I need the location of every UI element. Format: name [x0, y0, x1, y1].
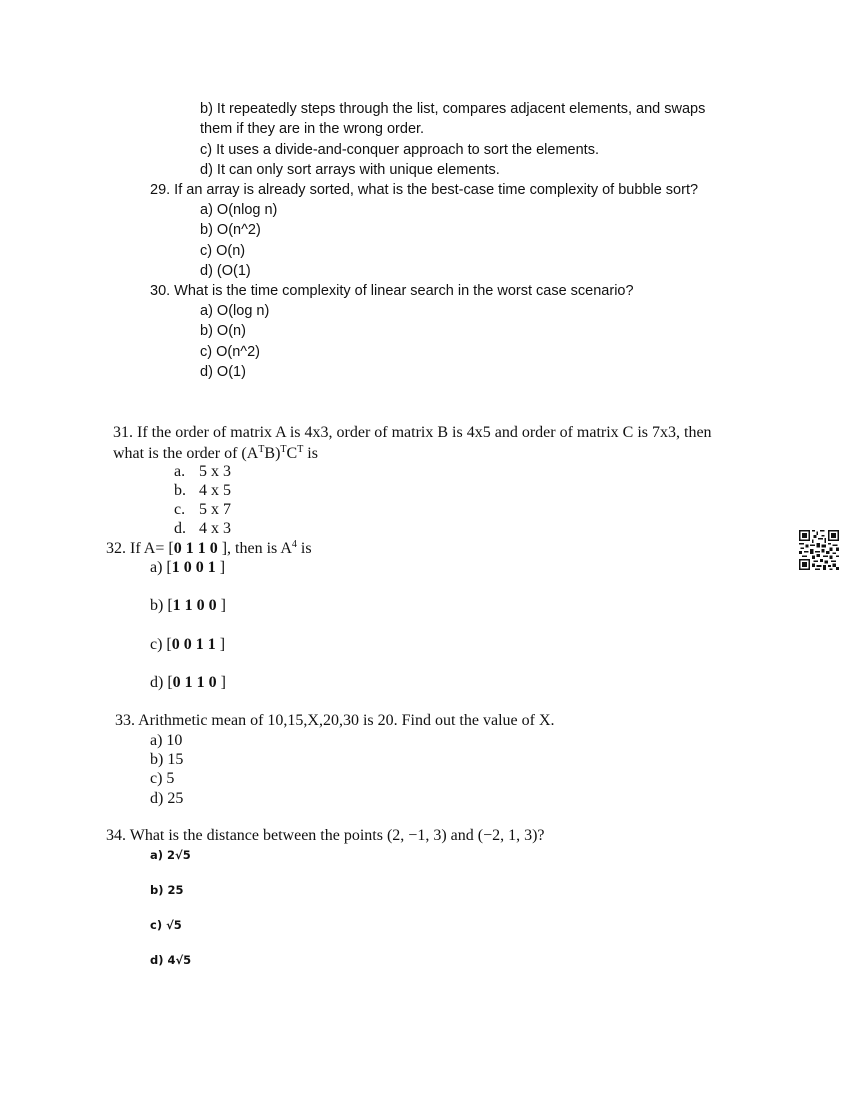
q29-option-a: a) O(nlog n) [200, 202, 278, 218]
q31-option-d: 4 x 3 [199, 520, 231, 537]
q31-option-a: 5 x 3 [199, 463, 231, 480]
q31-sup-t1: T [258, 444, 265, 455]
q31-line2-pre: what is the order of (A [113, 445, 259, 462]
q32-option-a-value: 1 0 0 1 [171, 559, 216, 576]
q28-option-b-line1: b) It repeatedly steps through the list, compares adjacent elements, and swaps [200, 101, 706, 117]
q32-option-a-close: ] [215, 559, 226, 576]
q33-option-a: a) 10 [150, 732, 183, 749]
q31-option-d-label: d. [174, 520, 186, 537]
q32-option-c-value: 0 0 1 1 [171, 636, 216, 653]
q32-option-d-label: d) [ [150, 674, 173, 691]
q30-option-c: c) O(n^2) [200, 344, 260, 360]
q32-question [106, 540, 312, 557]
q33-option-d: d) 25 [150, 790, 184, 807]
q31-option-a-label: a. [174, 463, 186, 480]
q33-option-b: b) 15 [150, 751, 184, 768]
q31-line2-post: is [303, 445, 318, 462]
q32-option-a-label: a) [ [150, 559, 172, 576]
q34-option-b: b) 25 [150, 883, 184, 897]
q32-option-b-close: ] [216, 597, 226, 614]
q30-option-a: a) O(log n) [200, 303, 270, 319]
q31-option-b-label: b. [174, 482, 186, 499]
q34-option-c: c) √5 [150, 918, 182, 932]
q31-option-c: 5 x 7 [199, 501, 231, 518]
q31-question-line2 [113, 445, 318, 462]
q32-option-c-label: c) [ [150, 636, 172, 653]
q32-mid: ], then is A [217, 540, 292, 557]
q30-option-b: b) O(n) [200, 323, 246, 339]
q34-option-a: a) 2√5 [150, 848, 191, 862]
q32-option-a [150, 560, 225, 576]
q32-pre: 32. If A= [ [106, 540, 174, 557]
q32-option-c-close: ] [215, 636, 226, 653]
q32-option-d-close: ] [216, 674, 226, 691]
q30-option-d: d) O(1) [200, 364, 246, 380]
q32-option-b [150, 598, 226, 614]
q32-option-c [150, 637, 225, 653]
q28-option-d: d) It can only sort arrays with unique elements. [200, 162, 500, 178]
q31-sup-t2: T [280, 444, 287, 455]
q31-mid-b: B) [264, 445, 281, 462]
q31-mid-c: C [286, 445, 298, 462]
q34-option-d: d) 4√5 [150, 953, 192, 967]
q31-sup-t3: T [297, 444, 304, 455]
q29-option-d: d) (O(1) [200, 263, 251, 279]
q31-option-c-label: c. [174, 501, 186, 518]
qr-code-icon [799, 530, 839, 570]
q34-question: 34. What is the distance between the points (2, −1, 3) and (−2, 1, 3)? [106, 827, 545, 844]
q28-option-b-line2: them if they are in the wrong order. [200, 121, 425, 137]
q28-option-c: c) It uses a divide-and-conquer approach to sort the elements. [200, 142, 599, 158]
q32-option-d-value: 0 1 1 0 [172, 674, 217, 691]
q29-question: 29. If an array is already sorted, what is the best-case time complexity of bubble sort? [150, 182, 699, 198]
q32-matrix: 0 1 1 0 [173, 540, 218, 557]
q32-option-d [150, 675, 226, 691]
q29-option-b: b) O(n^2) [200, 222, 261, 238]
q31-option-b: 4 x 5 [199, 482, 231, 499]
q32-option-b-label: b) [ [150, 597, 173, 614]
q32-post: is [296, 540, 312, 557]
q29-option-c: c) O(n) [200, 243, 246, 259]
q33-option-c: c) 5 [150, 770, 175, 787]
q32-option-b-value: 1 1 0 0 [172, 597, 217, 614]
q32-sup: 4 [291, 539, 297, 550]
q30-question: 30. What is the time complexity of linear search in the worst case scenario? [150, 283, 634, 299]
q33-question: 33. Arithmetic mean of 10,15,X,20,30 is 20. Find out the value of X. [115, 712, 555, 729]
q31-question-line1: 31. If the order of matrix A is 4x3, order of matrix B is 4x5 and order of matrix C is 7x3, then [113, 424, 712, 441]
